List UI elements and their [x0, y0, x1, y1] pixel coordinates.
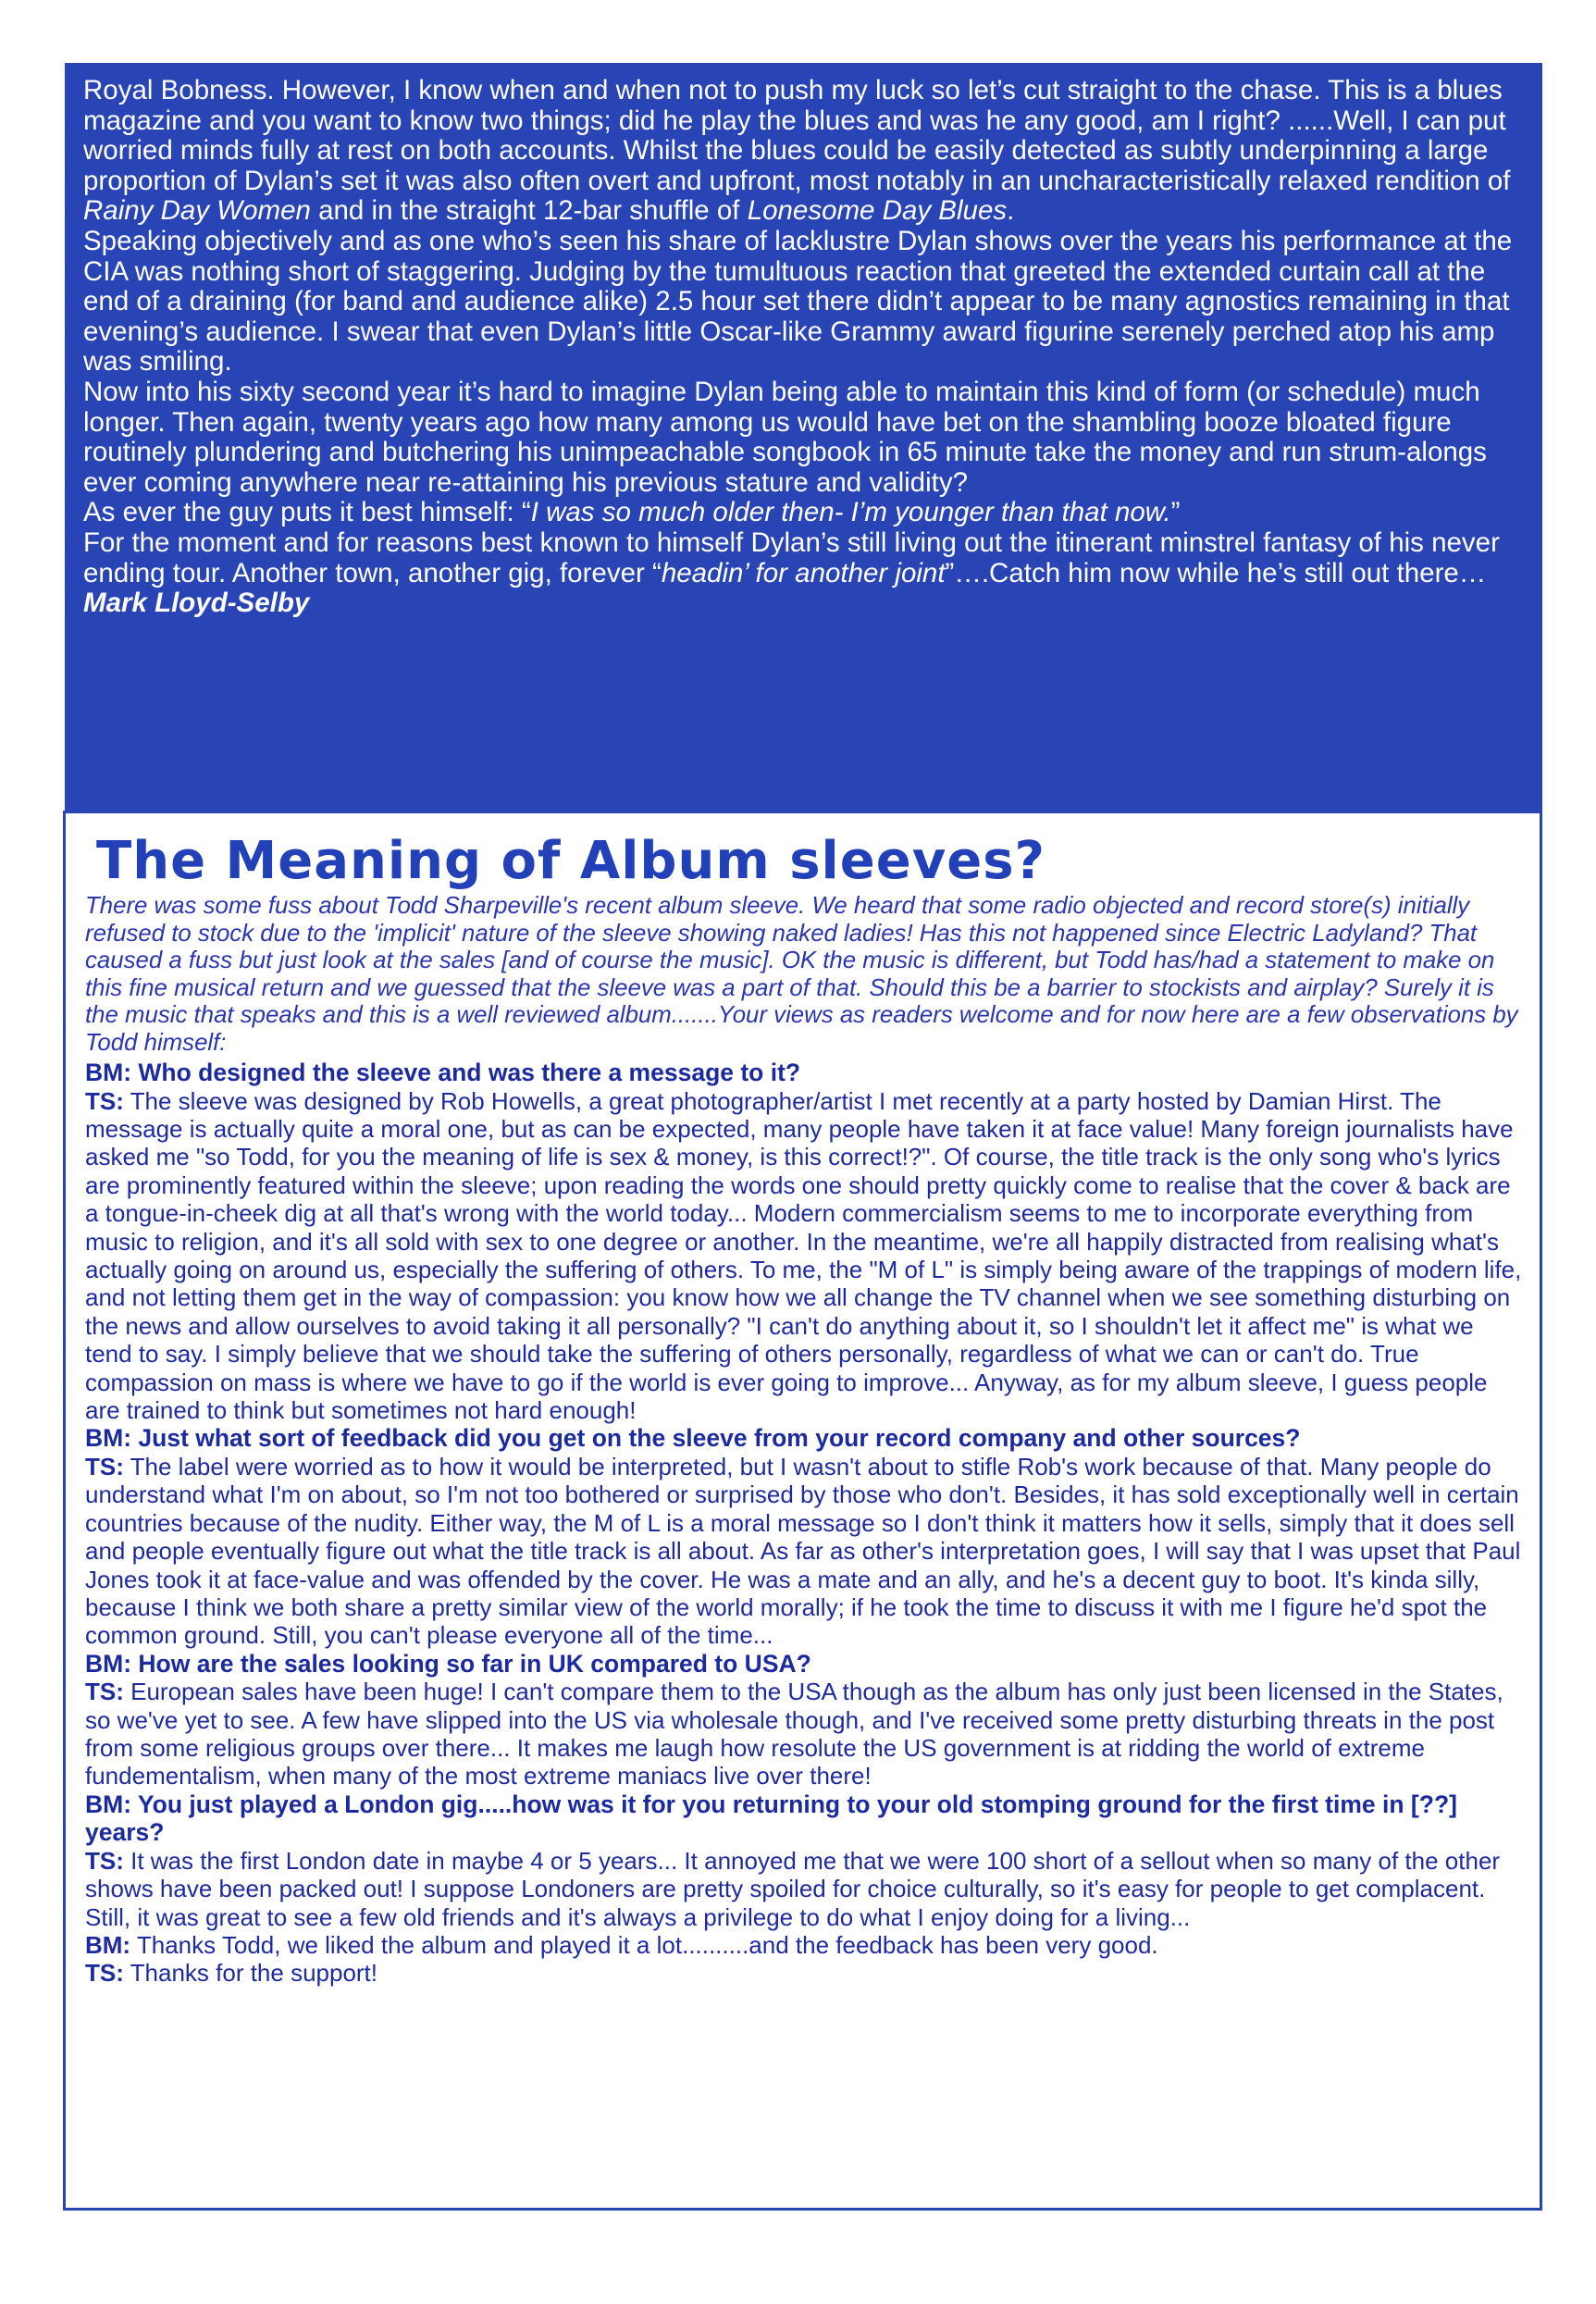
- interview-question: BM: Just what sort of feedback did you get on the sleeve from your record company and other sources?: [85, 1424, 1301, 1453]
- article-intro: There was some fuss about Todd Sharpeville's recent album sleeve. We heard that some radio objected and record store(s) initially refused to stock due to the 'implicit' nature of the sleeve showing naked ladies! Has this not happened since Electric Ladyland? That caused a fuss but just look at the sales [and of course the music]. OK the music is different, but Todd has/had a statement to make on this fine musical return and we guessed that the sleeve was a part of that. Should this be a barrier to stockists and airplay? Surely it is the music that speaks and this is a well reviewed album.......Your views as readers welcome and for now here are a few observations by Todd himself:: [85, 893, 1518, 1056]
- interview-answer: TS: European sales have been huge! I can't compare them to the USA though as the album has only just been licensed in the States, so we've yet to see. A few have slipped into the US via wholesale though, and I've received some pretty disturbing threats in the post from some religious groups over there... It makes me laugh how resolute the US government is at ridding the world of extreme fundementalism, when many of the most extreme maniacs live over there!: [85, 1678, 1503, 1790]
- review-paragraph-1: Royal Bobness. However, I know when and when not to push my luck so let’s cut straight to the chase. This is a blues magazine and you want to know two things; did he play the blues and was he any good, am I right? ......Well, I can put worried minds fully at rest on both accounts. Whilst the blues could be easily detected as subtly underpinning a large proportion of Dylan’s set it was also often overt and upfront, most notably in an uncharacteristically relaxed rendition of Rainy Day Women and in the straight 12-bar shuffle of Lonesome Day Blues.: [83, 75, 1511, 227]
- song-quote: headin’ for another joint: [661, 557, 946, 588]
- review-paragraph-3: Now into his sixty second year it’s hard to imagine Dylan being able to maintain this kind of form (or schedule) much longer. Then again, twenty years ago how many among us would have bet on the shambling booze bloated figure routinely plundering and butchering his unimpeachable songbook in 65 minute take the money and run strum-alongs ever coming anywhere near re-attaining his previous stature and validity?: [83, 376, 1487, 498]
- review-panel: [65, 63, 1542, 811]
- review-paragraph-4: As ever the guy puts it best himself: “I was so much older then- I’m younger than that now.”: [83, 497, 1181, 528]
- interview-answer: TS: It was the first London date in maybe 4 or 5 years... It annoyed me that we were 100 short of a sellout when so many of the other shows have been packed out! I suppose Londoners are pretty spoiled for choice culturally, so it's easy for people to get complacent. Still, it was great to see a few old friends and it's always a privilege to do what I enjoy doing for a living...: [85, 1846, 1501, 1931]
- song-title: Lonesome Day Blues: [747, 195, 1008, 227]
- review-paragraph-2: Speaking objectively and as one who’s seen his share of lacklustre Dylan shows over the years his performance at the CIA was nothing short of staggering. Judging by the tumultuous reaction that greeted the extended curtain call at the end of a draining (for band and audience alike) 2.5 hour set there didn’t appear to be many agnostics remaining in that evening’s audience. I swear that even Dylan’s little Oscar-like Grammy award figurine serenely perched atop his amp was smiling.: [83, 225, 1513, 378]
- interview-closing-question: BM: Thanks Todd, we liked the album and played it a lot..........and the feedback has been very good.: [85, 1931, 1158, 1960]
- song-title: Rainy Day Women: [83, 195, 311, 227]
- interview-answer: TS: The sleeve was designed by Rob Howells, a great photographer/artist I met recently at a party hosted by Damian Hirst. The message is actually quite a moral one, but as can be expected, many people have taken it at face value! Many foreign journalists have asked me "so Todd, for you the meaning of life is sex & money, is this correct!?". Of course, the title track is the only song who's lyrics are prominently featured within the sleeve; upon reading the words one should pretty quickly come to realise that the cover & back are a tongue-in-cheek dig at all that's wrong with the world today... Modern commercialism seems to me to incorporate everything from music to religion, and it's all sold with sex to one degree or another. In the meantime, we're all happily distracted from realising what's actually going on around us, especially the suffering of others. To me, the "M of L" is simply being aware of the trappings of modern life, and not letting them get in the way of compassion: you know how we all change the TV channel when we see something disturbing on the news and allow ourselves to avoid taking it all personally? "I can't do anything about it, so I shouldn't let it affect me" is what we tend to say. I simply believe that we should take the suffering of others personally, regardless of what we can or can't do. True compassion on mass is where we have to go if the world is ever going to improve... Anyway, as for my album sleeve, I guess people are trained to think but sometimes not hard enough!: [85, 1086, 1522, 1424]
- review-paragraph-5: For the moment and for reasons best known to himself Dylan’s still living out the itinerant minstrel fantasy of his never ending tour. Another town, another gig, forever “headin’ for another joint”….Catch him now while he’s still out there…Mark Lloyd-Selby: [83, 526, 1500, 619]
- dylan-quote: I was so much older then- I’m younger than that now.: [530, 497, 1171, 528]
- interview-question: BM: You just played a London gig.....how was it for you returning to your old stomping ground for the first time in [??] years?: [85, 1790, 1457, 1847]
- interview-question: BM: How are the sales looking so far in UK compared to USA?: [85, 1649, 811, 1678]
- author-signature: Mark Lloyd-Selby: [83, 588, 310, 619]
- interview-answer: TS: The label were worried as to how it would be interpreted, but I wasn't about to stifle Rob's work because of that. Many people do understand what I'm on about, so I'm not too bothered or surprised by those who don't. Besides, it has sold exceptionally well in certain countries because of the nudity. Either way, the M of L is a moral message so I don't think it matters how it sells, simply that it does sell and people eventually figure out what the title track is all about. As far as other's interpretation goes, I will say that I was upset that Paul Jones took it at face-value and was offended by the cover. He was a mate and an ally, and he's a decent guy to boot. It's kinda silly, because I think we both share a pretty similar view of the world morally; if he took the time to discuss it with me I figure he'd spot the common ground. Still, you can't please everyone all of the time...: [85, 1452, 1521, 1650]
- interview-question: BM: Who designed the sleeve and was there a message to it?: [85, 1059, 801, 1086]
- article-panel: [63, 811, 1542, 2211]
- interview-closing-answer: TS: Thanks for the support!: [85, 1959, 378, 1988]
- article-headline: The Meaning of Album sleeves?: [96, 831, 1046, 891]
